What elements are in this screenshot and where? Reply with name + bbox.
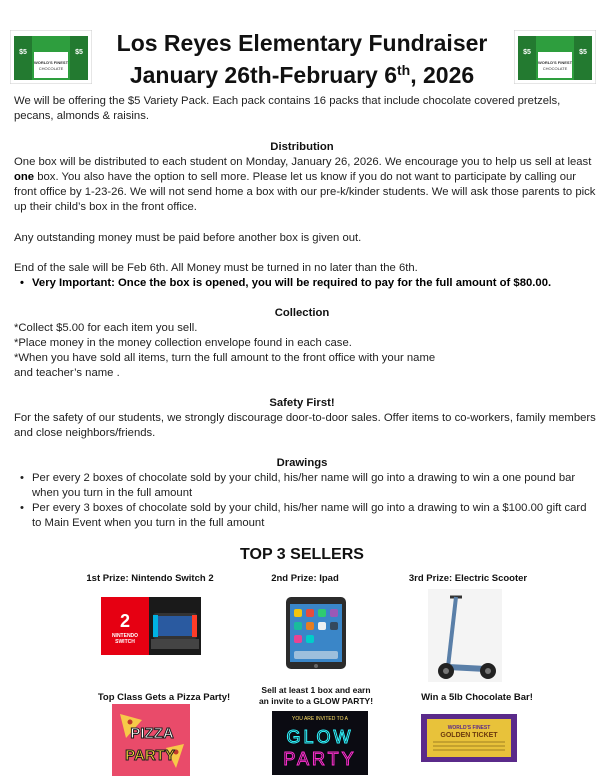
safety-heading: Safety First! bbox=[269, 397, 335, 409]
prize-label: 3rd Prize: Electric Scooter bbox=[408, 573, 528, 584]
important-list bbox=[14, 276, 598, 291]
collection-line: *Collect $5.00 for each item you sell. bbox=[14, 322, 198, 334]
svg-text:PIZZA: PIZZA bbox=[130, 725, 174, 742]
collection-line: and teacher’s name . bbox=[14, 367, 120, 379]
collection-line: *When you have sold all items, turn the full amount to the front office with your name bbox=[14, 352, 436, 364]
scooter-icon bbox=[428, 589, 502, 682]
outstanding-money-text: Any outstanding money must be paid before another box is given out. bbox=[14, 232, 362, 244]
svg-text:WORLD'S FINEST: WORLD'S FINEST bbox=[447, 725, 491, 731]
pizza-party-label: Top Class Gets a Pizza Party! bbox=[97, 692, 231, 703]
svg-text:PARTY: PARTY bbox=[125, 747, 175, 764]
svg-text:GLOW: GLOW bbox=[286, 727, 354, 747]
svg-text:SWITCH: SWITCH bbox=[115, 639, 135, 645]
drawings-list bbox=[14, 471, 598, 531]
golden-ticket-icon bbox=[421, 714, 517, 762]
prize-label: 2nd Prize: Ipad bbox=[271, 573, 339, 584]
svg-text:CHOCOLATE: CHOCOLATE bbox=[542, 66, 568, 71]
pizza-party-icon bbox=[112, 704, 190, 776]
list-item: • Very Important: Once the box is opened, you will be required to pay for the full amount of $80.00. bbox=[14, 276, 598, 291]
intro-text: We will be offering the $5 Variety Pack. Each pack contains 16 packs that include chocolate covered pretzels, pecans, almonds & raisins. bbox=[14, 95, 561, 122]
nintendo-switch-icon bbox=[101, 597, 201, 655]
svg-text:PARTY: PARTY bbox=[283, 749, 357, 769]
svg-text:WORLD'S FINEST: WORLD'S FINEST bbox=[33, 60, 69, 65]
glow-party-icon bbox=[272, 711, 368, 775]
svg-text:YOU ARE INVITED TO A: YOU ARE INVITED TO A bbox=[292, 716, 348, 722]
page-title: Los Reyes Elementary Fundraiser bbox=[116, 30, 488, 56]
drawings-heading: Drawings bbox=[276, 457, 328, 469]
prize-label: 1st Prize: Nintendo Switch 2 bbox=[86, 573, 214, 584]
top-sellers-heading: TOP 3 SELLERS bbox=[240, 546, 364, 563]
page-subtitle-dates: January 26th-February 6th, 2026 bbox=[129, 62, 475, 88]
end-of-sale-text: End of the sale will be Feb 6th. All Money must be turned in no later than the 6th. bbox=[14, 262, 418, 274]
list-item: • Per every 3 boxes of chocolate sold by your child, his/her name will go into a drawing to win a $100.00 gift card to Main Event when you turn in the full amount bbox=[14, 501, 598, 531]
glow-party-label: Sell at least 1 box and earn an invite to a GLOW PARTY! bbox=[258, 685, 374, 706]
distribution-heading: Distribution bbox=[270, 141, 334, 153]
list-item: • Per every 2 boxes of chocolate sold by your child, his/her name will go into a drawing to win a one pound bar when you turn in the full amount bbox=[14, 471, 598, 501]
distribution-paragraph: One box will be distributed to each student on Monday, January 26, 2026. We encourage you to help us sell at least one box. You also have the option to sell more. Please let us know if you do not want to participate by calling our front office by 1-23-26. We will not send home a box with our pre-k/kinder students. We will ask those parents to pick up their child’s box in the front office. bbox=[14, 156, 596, 213]
collection-line: *Place money in the money collection envelope found in each case. bbox=[14, 337, 352, 349]
svg-text:NINTENDO: NINTENDO bbox=[111, 633, 139, 639]
svg-text:$5: $5 bbox=[75, 49, 83, 56]
chocolate-box-icon bbox=[514, 30, 596, 84]
svg-text:$5: $5 bbox=[19, 49, 27, 56]
svg-text:2: 2 bbox=[119, 611, 131, 631]
svg-text:$5: $5 bbox=[579, 49, 587, 56]
chocolate-box-icon bbox=[10, 30, 92, 84]
svg-text:$5: $5 bbox=[523, 49, 531, 56]
safety-text: For the safety of our students, we strongly discourage door-to-door sales. Offer items to co-workers, family members and close neighbors/friends. bbox=[14, 412, 596, 439]
svg-text:CHOCOLATE: CHOCOLATE bbox=[38, 66, 64, 71]
collection-heading: Collection bbox=[274, 307, 330, 319]
ipad-icon bbox=[285, 596, 347, 670]
svg-text:WORLD'S FINEST: WORLD'S FINEST bbox=[537, 60, 573, 65]
svg-text:GOLDEN TICKET: GOLDEN TICKET bbox=[440, 732, 498, 739]
chocolate-bar-label: Win a 5lb Chocolate Bar! bbox=[421, 692, 533, 703]
